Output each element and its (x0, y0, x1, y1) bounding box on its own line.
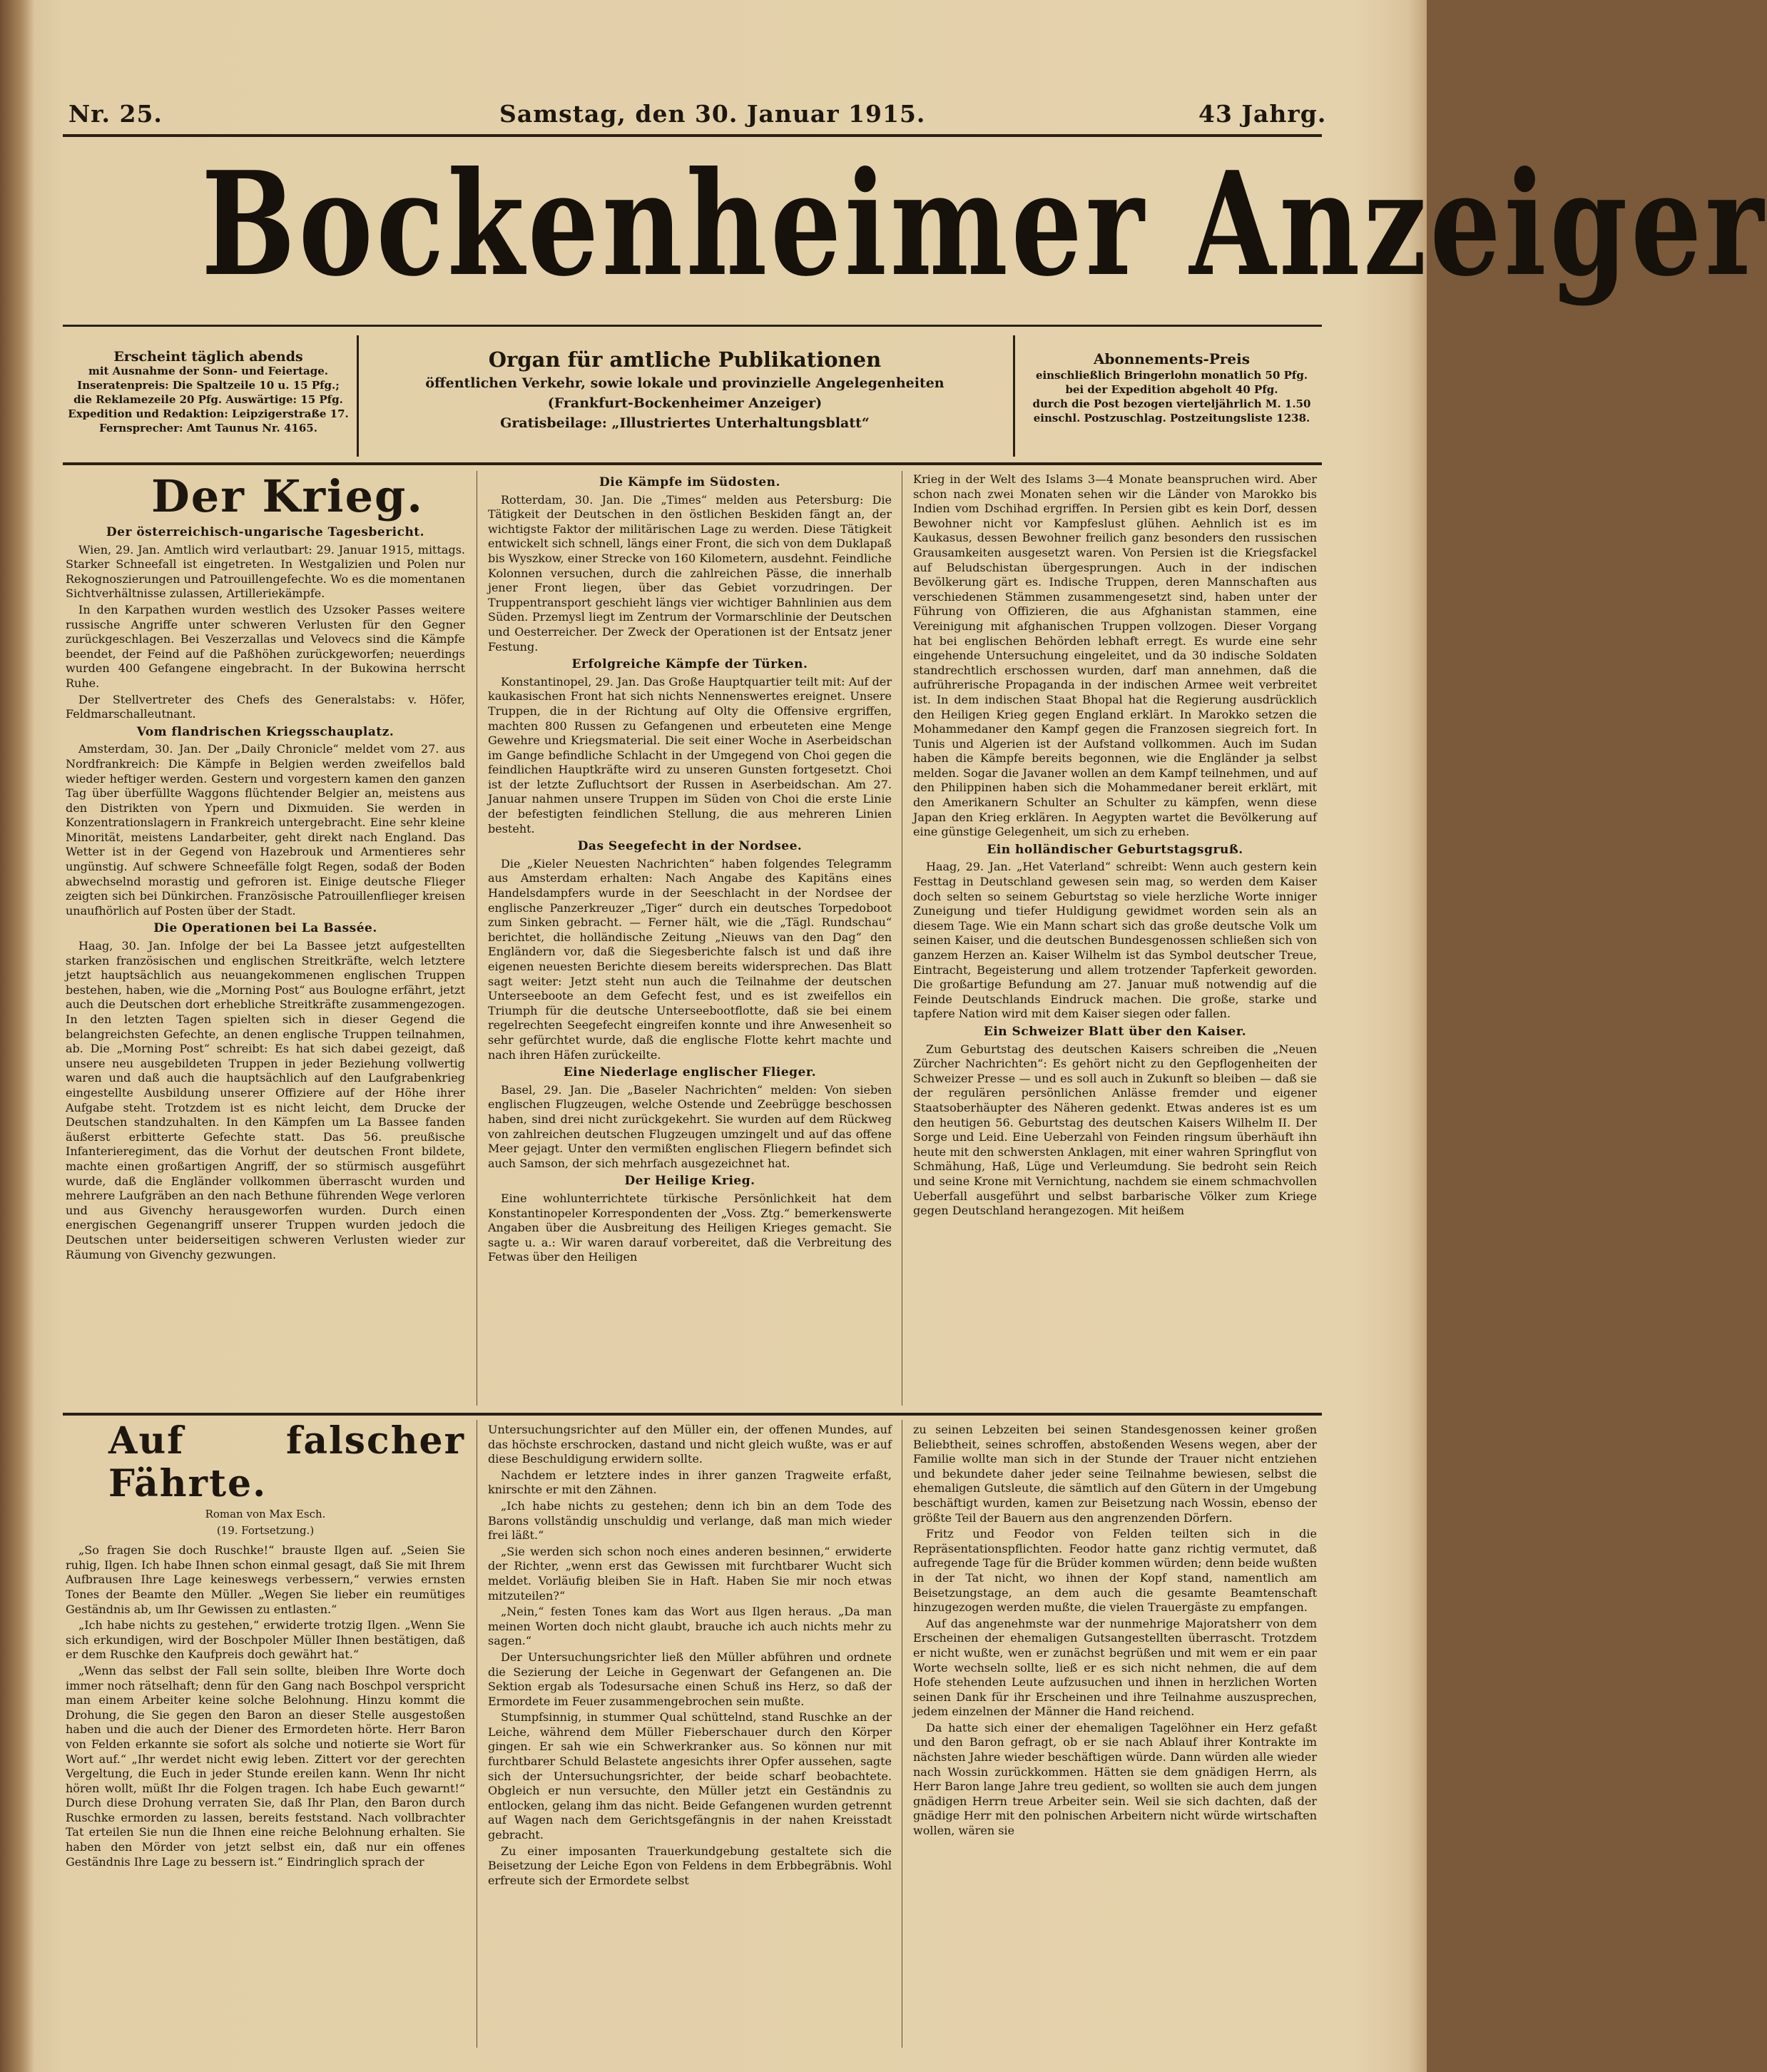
info-left (66, 350, 351, 435)
info-left-line: die Reklamezeile 20 Pfg. Auswärtige: 15 Pfg. (73, 393, 343, 406)
novel-column-3 (913, 1423, 1317, 1840)
organ-paper-name: (Frankfurt-Bockenheimer Anzeiger) (547, 395, 823, 411)
subscription-line: bei der Expedition abgeholt 40 Pfg. (1065, 383, 1278, 396)
novel-paragraph: „Ich habe nichts zu gestehen,“ erwiderte trotzig Ilgen. „Wenn Sie sich erkundigen, wird der Boschpoler Müller Ihnen bestätigen, daß er dem Ruschke den Kaufpreis doch gewährt hat.“ (66, 1618, 465, 1662)
masthead-title: Bockenheimer Anzeiger (201, 141, 1767, 308)
novel-paragraph: „Sie werden sich schon noch eines anderen besinnen,“ erwiderte der Richter, „wenn erst das Gewissen mit furchtbarer Wucht sich meldet. Vorläufig bleiben Sie in Haft. Haben Sie mir noch etwas mitzuteilen?“ (488, 1544, 892, 1603)
article-paragraph: Wien, 29. Jan. Amtlich wird verlautbart: 29. Januar 1915, mittags. Starker Schneefall ist eingetreten. In Westgalizien und Polen nur Rekognoszierungen und Patrouillengefechte. Wo es die momentanen Sichtverhältnisse zulassen, Artilleriekämpfe. (66, 542, 465, 601)
article-heading: Der Heilige Krieg. (624, 1174, 755, 1189)
article-heading: Der österreichisch-ungarische Tagesbericht. (106, 525, 425, 539)
article-paragraph: Haag, 30. Jan. Infolge der bei La Bassee jetzt aufgestellten starken französischen und englischen Streitkräfte, welch letztere jetzt hauptsächlich aus neuangekommenen englischen Truppen bestehen, haben, wie die „Morning Post“ aus Boulogne erfährt, jetzt auch die Deutschen dort erhebliche Streitkräfte zusammengezogen. In den letzten Tagen spielten sich in dieser Gegend die belangreichsten Gefechte, an denen englische Truppen teilnahmen, ab. Die „Morning Post“ schreibt: Es hat sich dabei gezeigt, daß unsere neu ausgebildeten Truppen in jeder Beziehung vollwertig waren und daß auch die hauptsächlich auf den Laufgrabenkrieg eingestellte Ausbildung unserer Offiziere auf der Höhe ihrer Aufgabe steht. Trotzdem ist es nicht leicht, dem Drucke der Deutschen standzuhalten. In den Kämpfen um La Bassee fanden äußerst erbitterte Gefechte statt. Das 56. preußische Infanterieregiment, das die Vorhut der deutschen Front bildete, machte einen großartigen Angriff, der so stürmisch ausgeführt wurde, daß die Engländer vollkommen überrascht wurden und mehrere Laufgräben an den nach Bethune führenden Wege verloren und aus Givenchy herausgeworfen wurden. Durch einen energischen Gegenangriff unserer Truppen wurden jedoch die Deutschen unter beiderseitigen schweren Verlusten wieder zur Räumung von Givenchy gezwungen. (66, 939, 465, 1261)
organ-subtitle: öffentlichen Verkehr, sowie lokale und provinzielle Angelegenheiten (425, 375, 944, 391)
war-headline: Der Krieg. (151, 470, 424, 522)
article-paragraph: Haag, 29. Jan. „Het Vaterland“ schreibt: Wenn auch gestern kein Festtag in Deutschland gewesen sein mag, so werden dem Kaiser doch selten so seinem Geburtstag so viele herzliche Worte inniger Zuneigung und tiefer Huldigung gewidmet worden sein als an diesem Tage. Wie ein Mann schart sich das große deutsche Volk um seinen Kaiser, und die deutschen Bundesgenossen schließen sich von ganzem Herzen an. Kaiser Wilhelm ist das Symbol deutscher Treue, Eintracht, Begeisterung und allem trotzender Tapferkeit geworden. Die großartige Befundung am 27. Januar muß notwendig auf die Feinde Deutschlands Eindruck machen. Die große, starke und tapfere Nation wird mit dem Kaiser siegen oder fallen. (913, 860, 1317, 1021)
article-paragraph: Basel, 29. Jan. Die „Baseler Nachrichten“ melden: Von sieben englischen Flugzeugen, welche Ostende und Zeebrügge beschossen haben, sind drei nicht zurückgekehrt. Sie wurden auf dem Rückweg von zahlreichen deutschen Flugzeugen umzingelt und auf das offene Meer gejagt. Unter den vermißten englischen Fliegern befindet sich auch Samson, der sich mehrfach ausgezeichnet hat. (488, 1082, 892, 1170)
article-paragraph: Die „Kieler Neuesten Nachrichten“ haben folgendes Telegramm aus Amsterdam erhalten: Nach Angabe des Kapitäns eines Handelsdampfers wurde in der Seeschlacht in der Nordsee der englische Panzerkreuzer „Tiger“ durch ein deutsches Torpedoboot zum Sinken gebracht. — Ferner hält, wie die „Tägl. Rundschau“ berichtet, die holländische Zeitung „Nieuws van den Dag“ den Engländern vor, daß die Siegesberichte falsch ist und daß ihre eigenen neuesten Berichte diesem bereits widersprechen. Das Blatt sagt weiter: Jetzt steht nun auch die Teilnahme der deutschen Unterseeboote an dem Gefecht fest, und es ist zweifellos ein Triumph für die deutsche Unterseebootflotte, daß sie bei einem regelrechten Seegefecht eingreifen konnte und ihre Anwesenheit so sehr gefürchtet wurde, daß die englische Flotte kehrt machte und nach ihren Häfen zurückeilte. (488, 856, 892, 1062)
novel-column-1 (66, 1420, 465, 1871)
subscription-title: Abonnements-Preis (1093, 350, 1251, 367)
subscription-line: einschl. Postzuschlag. Postzeitungsliste 1238. (1033, 412, 1310, 425)
article-paragraph: Rotterdam, 30. Jan. Die „Times“ melden aus Petersburg: Die Tätigkeit der Deutschen in den östlichen Beskiden fängt an, der wichtigste Faktor der militärischen Lage zu werden. Diese Tätigkeit entwickelt sich schnell, längs einer Front, die sich von dem Duklapaß bis Wyszkow, einer Strecke von 160 Kilometern, ausdehnt. Feindliche Kolonnen versuchen, durch die zahlreichen Pässe, die innerhalb jener Front liegen, über das Gebiet vorzudringen. Der Truppentransport geschieht längs vier wichtiger Bahnlinien aus dem Süden. Przemysl liegt im Zentrum der Vormarschlinie der Deutschen und Oesterreicher. Der Zweck der Operationen ist der Entsatz jener Festung. (488, 492, 892, 654)
article-paragraph: Eine wohlunterrichtete türkische Persönlichkeit hat dem Konstantinopeler Korrespondenten der „Voss. Ztg.“ bemerkenswerte Angaben über die Ausbreitung des Heiligen Krieges gemacht. Sie sagte u. a.: Wir waren darauf vorbereitet, daß die Verbreitung des Fetwas über den Heiligen (488, 1191, 892, 1264)
info-bottom-rule (63, 462, 1322, 465)
novel-paragraph: „Wenn das selbst der Fall sein sollte, bleiben Ihre Worte doch immer noch rätselhaft; denn für den Gang nach Boschpol verspricht man einem Arbeiter keine solche Belohnung. Hinzu kommt die Drohung, die Sie gegen den Baron an dieser Stelle ausgestoßen haben und die auch der Diener des Ermordeten hörte. Herr Baron von Felden erkannte sie sofort als solche und notierte sie Wort für Wort auf.“ „Ihr werdet nicht ewig leben. Zittert vor der gerechten Vergeltung, die Euch in jeder Stunde ereilen kann. Wenn Ihr nicht hören wollt, müßt Ihr die Folgen tragen. Ich habe Euch gewarnt!“ Durch diese Drohung verraten Sie, daß Ihr Plan, den Baron durch Ruschke ermorden zu lassen, bereits feststand. Nach vollbrachter Tat erteilen Sie nun die Ihnen eine reiche Belohnung erhalten. Sie haben den Mörder von jetzt selbst ein, daß nur ein offenes Geständnis Ihre Lage zu bessern ist.“ Eindringlich sprach der (66, 1663, 465, 1869)
article-paragraph: Konstantinopel, 29. Jan. Das Große Hauptquartier teilt mit: Auf der kaukasischen Front hat sich nichts Nennenswertes ereignet. Unsere Truppen, die in der Richtung auf Olty die Offensive ergriffen, machten 800 Russen zu Gefangenen und erbeuteten eine Menge Gewehre und Kriegsmaterial. Die seit einer Woche in Aserbeidschan im Gange befindliche Schlacht in der Umgegend von Choi gegen die feindlichen Hauptkräfte wird zu unseren Gunsten fortgesetzt. Choi ist der letzte Zufluchtsort der Russen in Aserbeidschan. Am 27. Januar nahmen unsere Truppen im Süden von Choi die erste Linie der befestigten feindlichen Stellung, die aus mehreren Linien besteht. (488, 674, 892, 836)
novel-paragraph: Der Untersuchungsrichter ließ den Müller abführen und ordnete die Sezierung der Leiche in Gegenwart der Gefangenen an. Die Sektion ergab als Todesursache einen Schuß ins Herz, so daß der Ermordete im Feuer zusammengebrochen sein mußte. (488, 1650, 892, 1708)
organ-supplement: Gratisbeilage: „Illustriertes Unterhaltungsblatt“ (500, 415, 870, 431)
article-paragraph: In den Karpathen wurden westlich des Uzsoker Passes weitere russische Angriffe unter schweren Verlusten für den Gegner zurückgeschlagen. Bei Veszerzallas und Velovecs sind die Kämpfe beendet, der Feind auf die Paßhöhen zurückgeworfen; neuerdings wurden 400 Gefangene eingebracht. In der Bukowina herrscht Ruhe. (66, 602, 465, 690)
info-top-rule (63, 325, 1322, 327)
volume-year: 43 Jahrg. (1198, 100, 1327, 128)
info-left-line: mit Ausnahme der Sonn- und Feiertage. (88, 365, 329, 377)
novel-paragraph: Stumpfsinnig, in stummer Qual schüttelnd, stand Ruschke an der Leiche, während dem Müller Fieberschauer durch den Körper gingen. Er sah wie ein Schwerkranker aus. So können nur mit furchtbarer Schuld Belastete angesichts ihrer Opfer aussehen, sagte sich der Untersuchungsrichter, der beide scharf beobachtete. Obgleich er nun versuchte, den Müller jetzt ein Geständnis zu entlocken, gelang ihm das nicht. Beide Gefangenen wurden getrennt auf Wagen nach dem Gerichtsgefängnis in der nahen Kreisstadt gebracht. (488, 1710, 892, 1842)
war-column-2 (488, 472, 892, 1266)
novel-continuation: (19. Fortsetzung.) (216, 1523, 315, 1537)
novel-paragraph: „Ich habe nichts zu gestehen; denn ich bin an dem Tode des Barons vollständig unschuldig und verlange, daß man mich wieder frei läßt.“ (488, 1498, 892, 1543)
novel-paragraph: zu seinen Lebzeiten bei seinen Standesgenossen keiner großen Beliebtheit, seines schroffen, abstoßenden Wesens wegen, aber der Familie wollte man sich in der Stunde der Trauer nicht entziehen und bekundete daher jeder seine Teilnahme bewiesen, selbst die ehemaligen Gutsleute, die sämtlich auf den Gütern in der Umgebung beschäftigt wurden, kamen zur Beisetzung nach Wossin, ebenso der größte Teil der Bauern aus den angrenzenden Dörfern. (913, 1423, 1317, 1525)
subscription-line: einschließlich Bringerlohn monatlich 50 Pfg. (1035, 369, 1308, 382)
novel-column-2 (488, 1423, 892, 1889)
war-column-3 (913, 472, 1317, 1220)
novel-paragraph: Zu einer imposanten Trauerkundgebung gestaltete sich die Beisetzung der Leiche Egon von Feldens in dem Erbbegräbnis. Wohl erfreute sich der Ermordete selbst (488, 1844, 892, 1887)
info-divider-right (1013, 335, 1015, 457)
info-divider-left (357, 335, 359, 457)
issue-number: Nr. 25. (68, 100, 163, 128)
novel-paragraph: Nachdem er letztere indes in ihrer ganzen Tragweite erfaßt, knirschte er mit den Zähnen. (488, 1468, 892, 1497)
page-spine-shadow (0, 0, 34, 2072)
article-heading: Eine Niederlage englischer Flieger. (563, 1065, 817, 1080)
info-left-line: Fernsprecher: Amt Taunus Nr. 4165. (99, 422, 317, 435)
info-right (1024, 350, 1320, 425)
article-paragraph: Amsterdam, 30. Jan. Der „Daily Chronicle“ meldet vom 27. aus Nordfrankreich: Die Kämpfe in Belgien werden zweifellos bald wieder heftiger werden. Gestern und vorgestern kamen den ganzen Tag über überfüllte Waggons flüchtender Belgier an, meistens aus den Distrikten von Ypern und Dixmuiden. Sie werden in Konzentrationslagern in Frankreich untergebracht. Eine sehr kleine Minorität, meistens Landarbeiter, geht direkt nach England. Das Wetter ist in der Gegend von Hazebrouk und Armentieres sehr ungünstig. Auf schwere Schneefälle folgt Regen, sodaß der Boden abwechselnd morastig und gefroren ist. Einige deutsche Flieger zeigten sich bei Dünkirchen. Französische Patrouillenflieger kreisen unaufhörlich auf Posten über der Stadt. (66, 742, 465, 918)
feuilleton-rule (63, 1413, 1322, 1416)
article-heading: Die Kämpfe im Südosten. (599, 475, 780, 489)
article-heading: Erfolgreiche Kämpfe der Türken. (571, 657, 808, 672)
article-heading: Das Seegefecht in der Nordsee. (577, 839, 803, 854)
subscription-line: durch die Post bezogen vierteljährlich M. 1.50 (1032, 397, 1311, 410)
info-left-line: Expedition und Redaktion: Leipzigerstraße 17. (68, 407, 349, 420)
header-rule (63, 134, 1322, 137)
article-paragraph: Krieg in der Welt des Islams 3—4 Monate beanspruchen wird. Aber schon nach zwei Monaten sehen wir die Länder von Marokko bis Indien vom Dschihad ergriffen. In Persien gibt es kein Dorf, dessen Bewohner nicht vor Kampfeslust glühen. Aehnlich ist es im Kaukasus, dessen Bewohner freilich ganz besonders den russischen Grausamkeiten ausgesetzt waren. Von Persien ist die Kriegsfackel auf Beludschistan übergesprungen. Auch in der indischen Bevölkerung gärt es. Indische Truppen, deren Mannschaften aus verschiedenen Stämmen zusammengesetzt sind, haben unter der Führung von Offizieren, die aus Afghanistan stammen, eine Vereinigung mit afghanischen Truppen vollzogen. Dieser Vorgang hat bei englischen Behörden lebhaft erregt. Es wurde eine sehr eingehende Untersuchung eingeleitet, und da 30 indische Soldaten standrechtlich erschossen wurden, darf man annehmen, daß die aufrührerische Propaganda in der indischen Armee weit verbreitet ist. In dem indischen Staat Bhopal hat die Regierung ausdrücklich den Heiligen Krieg gegen England erklärt. In Marokko setzen die Mohammedaner den Kampf gegen die Franzosen siegreich fort. In Tunis und Algerien ist der Aufstand vollkommen. Auch im Sudan haben die Kämpfe bereits begonnen, wie die Engländer ja selbst melden. Sogar die Javaner wollen an dem Kampf teilnehmen, und auf den Philippinen haben sich die Mohammedaner bereit erklärt, mit den Amerikanern Schulter an Schulter zu kämpfen, wenn diese Japan den Krieg erklären. In Aegypten wartet die Bevölkerung auf eine günstige Gelegenheit, um sich zu erheben. (913, 472, 1317, 839)
info-left-line: Erscheint täglich abends (113, 349, 303, 365)
issue-date: Samstag, den 30. Januar 1915. (499, 100, 926, 128)
article-heading: Ein holländischer Geburtstagsgruß. (987, 842, 1243, 857)
war-column-1 (66, 471, 465, 1264)
novel-paragraph: Auf das angenehmste war der nunmehrige Majoratsherr von dem Erscheinen der ehemaligen Gutsangestellten überrascht. Trotzdem er nicht wußte, wen er zunächst begrüßen und mit wem er ein paar Worte wechseln sollte, ließ er es sich nicht nehmen, die auf dem Hofe stehenden Leute aufzusuchen und ihnen in herzlichen Worten seinen Dank für ihr Erscheinen und ihre Teilnahme auszusprechen, jedem einzelnen der Männer die Hand reichend. (913, 1616, 1317, 1719)
info-center (367, 346, 1002, 433)
article-paragraph: Zum Geburtstag des deutschen Kaisers schreiben die „Neuen Zürcher Nachrichten“: Es gehört nicht zu den Gepflogenheiten der Schweizer Presse — und es soll auch in Zukunft so bleiben — daß sie der regulären persönlichen Anlässe fremder und eigener Staatsoberhäupter des Näheren gedenkt. Etwas anderes ist es um den heutigen 56. Geburtstag des deutschen Kaisers Wilhelm II. Der Sorge und Leid. Eine Ueberzahl von Feinden ringsum überhäuft ihn heute mit den schwersten Anklagen, mit einer wahren Springflut von Schmähung, Haß, Lüge und Verleumdung. Sie bedroht sein Reich und seine Krone mit Vernichtung, nachdem sie einem schmachvollen Ueberfall ausgeführt und selbst barbarische Völker zum Kriege gegen Deutschland herangezogen. Mit heißem (913, 1042, 1317, 1218)
article-heading: Vom flandrischen Kriegsschauplatz. (136, 724, 394, 739)
novel-paragraph: Fritz und Feodor von Felden teilten sich in die Repräsentationspflichten. Feodor hatte ganz richtig vermutet, daß aufregende Tage für die Brüder kommen würden; denn beide wußten in der Tat nicht, wo ihnen der Kopf stand, namentlich am Beisetzungstage, an dem auch die gesamte Beamtenschaft hinzugezogen werden mußte, die vielen Trauergäste zu empfangen. (913, 1527, 1317, 1615)
novel-title: Auf falscher Fährte. (108, 1419, 465, 1505)
novel-paragraph: Untersuchungsrichter auf den Müller ein, der offenen Mundes, auf das höchste erschrocken, dastand und nicht gleich wußte, was er auf diese Beschuldigung erwidern sollte. (488, 1423, 892, 1466)
article-paragraph: Der Stellvertreter des Chefs des Generalstabs: v. Höfer, Feldmarschalleutnant. (66, 692, 465, 721)
article-heading: Die Operationen bei La Bassée. (153, 921, 377, 936)
article-heading: Ein Schweizer Blatt über den Kaiser. (983, 1024, 1247, 1039)
organ-title: Organ für amtliche Publikationen (488, 347, 882, 372)
novel-paragraph: Da hatte sich einer der ehemaligen Tagelöhner ein Herz gefaßt und den Baron gefragt, ob er sie nach Ablauf ihrer Kontrakte im nächsten Jahre wieder beschäftigen würde. Dann würden alle wieder nach Wossin zurückkommen. Hätten sie dem gnädigen Herrn, als Herr Baron lange Jahre treu gedient, so wollten sie auch dem jungen gnädigen Herrn treue Arbeiter sein. Weil sie sich dachten, daß der gnädige Herr mit den polnischen Arbeitern nicht würde wirtschaften wollen, wären sie (913, 1720, 1317, 1838)
novel-paragraph: „So fragen Sie doch Ruschke!“ brauste Ilgen auf. „Seien Sie ruhig, Ilgen. Ich habe Ihnen schon einmal gesagt, daß Sie mit Ihrem Aufbrausen Ihre Lage keineswegs verbessern,“ verwies ernsten Tones der Beamte den Müller. „Wegen Sie lieber ein reumütiges Geständnis ab, um Ihr Gewissen zu entlasten.“ (66, 1543, 465, 1616)
info-left-line: Inseratenpreis: Die Spaltzeile 10 u. 15 Pfg.; (77, 379, 340, 392)
novel-paragraph: „Nein,“ festen Tones kam das Wort aus Ilgen heraus. „Da man meinen Worten doch nicht glaubt, brauche ich auch nichts mehr zu sagen.“ (488, 1605, 892, 1648)
novel-byline: Roman von Max Esch. (205, 1508, 326, 1520)
